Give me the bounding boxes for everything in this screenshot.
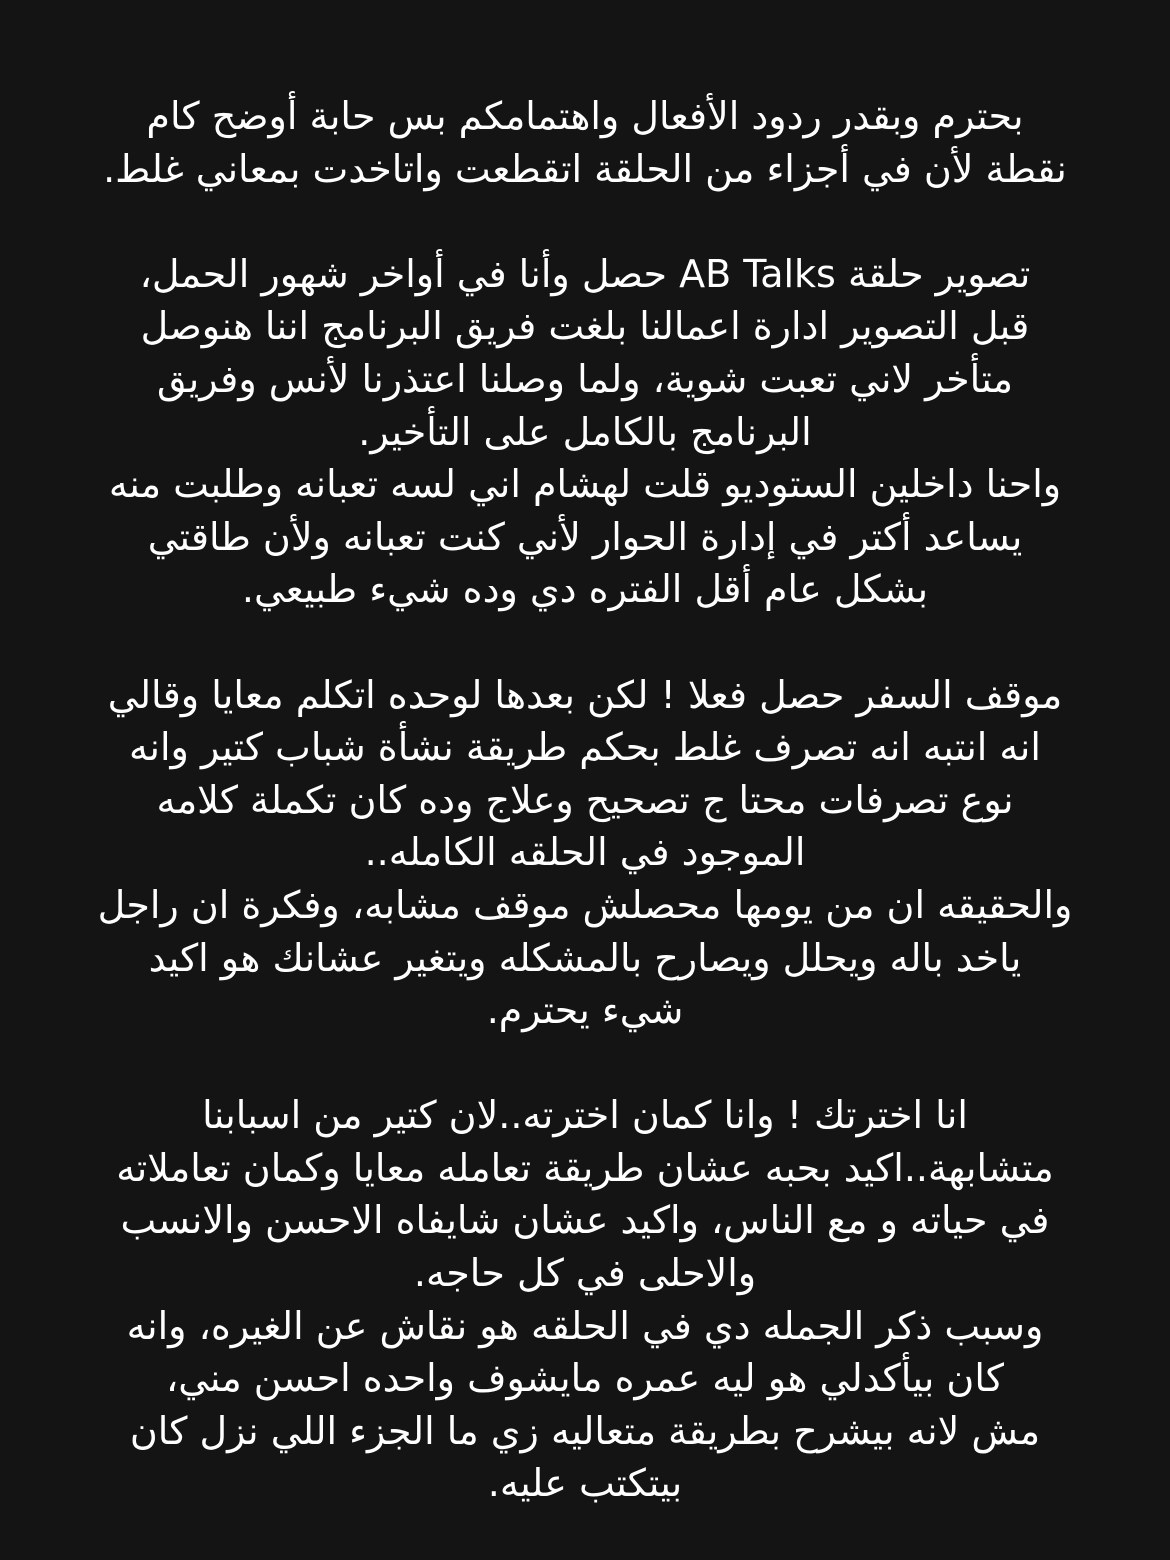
text-line: متأخر لاني تعبت شوية، ولما وصلنا اعتذرنا لأنس وفريق bbox=[156, 356, 1014, 401]
text-line: يساعد أكتر في إدارة الحوار لأني كنت تعبانه ولأن طاقتي bbox=[147, 514, 1023, 559]
text-line: والحقيقه ان من يومها محصلش موقف مشابه، وفكرة ان راجل bbox=[97, 882, 1073, 927]
text-line: مش لانه بيشرح بطريقة متعاليه زي ما الجزء اللي نزل كان bbox=[129, 1408, 1041, 1453]
text-line: بحترم وبقدر ردود الأفعال واهتمامكم بس حابة أوضح كام bbox=[146, 94, 1024, 138]
text-line: قبل التصوير ادارة اعمالنا بلغت فريق البرنامج اننا هنوصل bbox=[140, 304, 1030, 349]
text-line: نوع تصرفات محتا ج تصحيح وعلاج وده كان تكملة كلامه bbox=[156, 777, 1014, 822]
text-line: متشابهة..اكيد بحبه عشان طريقة تعامله معايا وكمان تعاملاته bbox=[116, 1145, 1054, 1190]
text-line: بشكل عام أقل الفتره دي وده شيء طبيعي. bbox=[241, 567, 929, 612]
paragraph-spacer bbox=[95, 616, 1075, 669]
text-line: واحنا داخلين الستوديو قلت لهشام اني لسه تعبانه وطلبت منه bbox=[108, 462, 1062, 507]
text-line: بيتكتب عليه. bbox=[487, 1461, 683, 1506]
text-line: والاحلى في كل حاجه. bbox=[413, 1251, 757, 1296]
text-line: في حياته و مع الناس، واكيد عشان شايفاه الاحسن والانسب bbox=[120, 1198, 1050, 1243]
paragraph-4 bbox=[95, 1089, 1075, 1510]
paragraph-1 bbox=[95, 90, 1075, 195]
text-line: وسبب ذكر الجمله دي في الحلقه هو نقاش عن الغيره، وانه bbox=[126, 1303, 1044, 1348]
text-line: كان بيأكدلي هو ليه عمره مايشوف واحده احسن مني، bbox=[165, 1356, 1005, 1401]
paragraph-spacer bbox=[95, 195, 1075, 248]
text-line: شيء يحترم. bbox=[486, 988, 684, 1033]
text-line: البرنامج بالكامل على التأخير. bbox=[358, 409, 812, 454]
story-text-block bbox=[95, 90, 1075, 1510]
text-line: ياخد باله ويحلل ويصارح بالمشكله ويتغير عشانك هو اكيد bbox=[148, 935, 1022, 980]
text-line: موقف السفر حصل فعلا ! لكن بعدها لوحده اتكلم معايا وقالي bbox=[107, 672, 1063, 717]
paragraph-2 bbox=[95, 248, 1075, 616]
text-line: نقطة لأن في أجزاء من الحلقة اتقطعت واتاخدت بمعاني غلط. bbox=[103, 146, 1067, 191]
paragraph-spacer bbox=[95, 1037, 1075, 1090]
text-line: انه انتبه انه تصرف غلط بحكم طريقة نشأة شباب كتير وانه bbox=[129, 725, 1041, 770]
text-line: انا اخترتك ! وانا كمان اخترته..لان كتير من اسبابنا bbox=[202, 1093, 968, 1138]
paragraph-3 bbox=[95, 669, 1075, 1037]
text-line: تصوير حلقة AB Talks حصل وأنا في أواخر شهور الحمل، bbox=[139, 251, 1031, 296]
text-line: الموجود في الحلقه الكامله.. bbox=[364, 830, 806, 875]
